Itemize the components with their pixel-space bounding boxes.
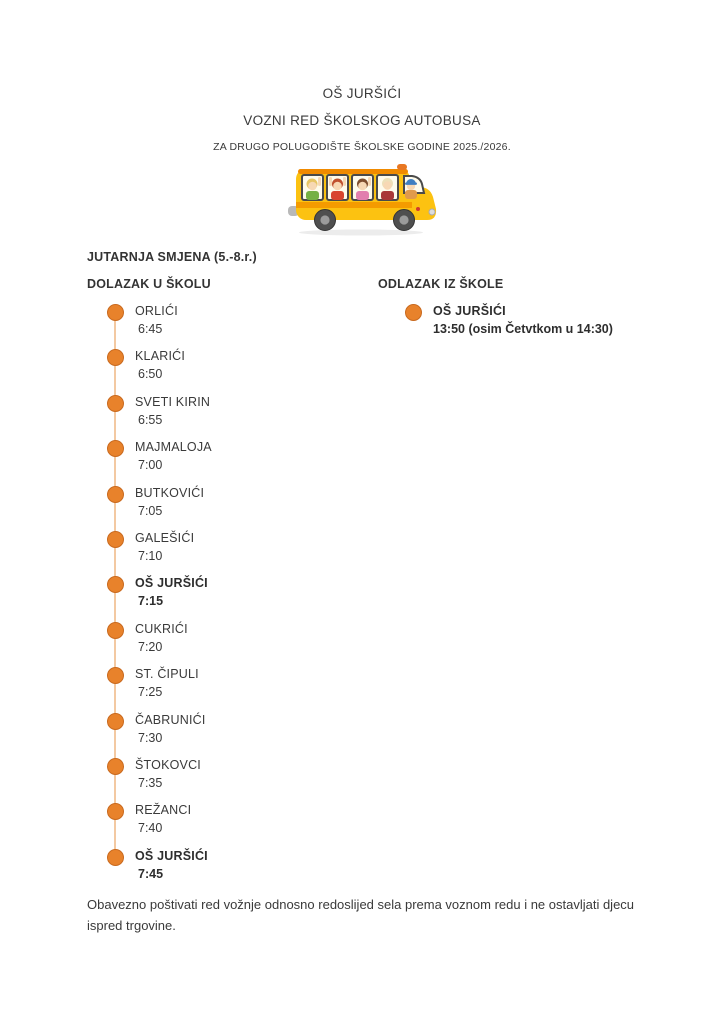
bus-roof-beacon — [397, 164, 407, 170]
bus-side-light — [416, 207, 420, 211]
stop-time: 7:15 — [138, 594, 164, 609]
school-bus-icon — [287, 157, 437, 237]
timeline-stop — [87, 848, 367, 893]
bus-stop-dot — [107, 531, 124, 548]
timeline-stop — [87, 394, 367, 439]
stop-time: 6:55 — [138, 412, 163, 427]
bus-stop-dot — [107, 440, 124, 457]
stop-time: 7:40 — [138, 821, 163, 836]
bus-stop-dot — [107, 395, 124, 412]
stop-name: BUTKOVIĆI — [135, 485, 205, 500]
footer-note: Obavezno poštivati red vožnje odnosno redoslijed sela prema voznom redu i ne ostavljati djecu ispred trgovine. — [87, 897, 635, 933]
timeline-stop — [87, 348, 367, 393]
arrival-timeline — [87, 303, 367, 895]
timeline-stop — [87, 575, 367, 620]
bus-wheel — [315, 210, 336, 231]
stop-time: 7:30 — [138, 730, 163, 745]
timeline-stop — [87, 802, 367, 847]
stop-name: OŠ JURŠIĆI — [135, 576, 208, 591]
document-subtitle: VOZNI RED ŠKOLSKOG AUTOBUSA — [243, 113, 481, 128]
timeline-stop — [87, 757, 367, 802]
timeline-stop — [87, 439, 367, 484]
bus-stop-dot — [107, 667, 124, 684]
stop-time: 7:05 — [138, 503, 163, 518]
shift-heading: JUTARNJA SMJENA (5.-8.r.) — [87, 250, 257, 264]
document-term-line: ZA DRUGO POLUGODIŠTE ŠKOLSKE GODINE 2025./2026. — [213, 141, 511, 153]
stop-time: 7:10 — [138, 549, 163, 564]
timeline-stop — [87, 303, 367, 348]
departure-timeline — [385, 303, 705, 348]
bus-stop-dot — [107, 486, 124, 503]
timeline-stop — [87, 712, 367, 757]
bus-stop-dot — [107, 622, 124, 639]
departure-heading: ODLAZAK IZ ŠKOLE — [378, 277, 504, 291]
bus-stop-dot — [107, 713, 124, 730]
timeline-stop — [87, 485, 367, 530]
bus-stop-dot — [107, 304, 124, 321]
stop-name: CUKRIĆI — [135, 621, 188, 636]
bus-stop-dot — [107, 849, 124, 866]
stop-time: 7:35 — [138, 776, 163, 791]
stop-name: REŽANCI — [135, 803, 192, 818]
stop-time: 7:25 — [138, 685, 163, 700]
timeline-stop — [87, 530, 367, 575]
bus-stop-dot — [107, 576, 124, 593]
stop-name: ST. ČIPULI — [135, 667, 199, 682]
bus-wheel — [394, 210, 415, 231]
bus-roof-stripe — [298, 169, 408, 174]
arrival-heading: DOLAZAK U ŠKOLU — [87, 277, 211, 291]
stop-time: 7:45 — [138, 866, 164, 881]
stop-name: SVETI KIRIN — [135, 394, 211, 409]
document-title: OŠ JURŠIĆI — [322, 86, 402, 101]
timeline-stop — [87, 666, 367, 711]
bus-stop-dot — [107, 349, 124, 366]
bus-headlight — [429, 209, 435, 215]
stop-name: ORLIĆI — [135, 304, 178, 318]
bus-stop-dot — [107, 803, 124, 820]
stop-time: 13:50 (osim Četvtkom u 14:30) — [433, 322, 613, 336]
stop-name: ČABRUNIĆI — [135, 712, 206, 727]
stop-time: 6:50 — [138, 367, 163, 382]
stop-time: 7:00 — [138, 458, 163, 473]
stop-name: ŠTOKOVCI — [135, 758, 201, 773]
stop-time: 6:45 — [138, 322, 163, 336]
stop-name: OŠ JURŠIĆI — [433, 304, 506, 318]
stop-time: 7:20 — [138, 639, 163, 654]
bus-stop-dot — [107, 758, 124, 775]
timeline-stop — [87, 621, 367, 666]
stop-name: GALEŠIĆI — [135, 531, 195, 546]
stop-name: MAJMALOJA — [135, 440, 212, 455]
bus-side-stripe — [296, 202, 412, 208]
stop-name: KLARIĆI — [135, 349, 186, 364]
bus-stop-dot — [405, 304, 422, 321]
stop-name: OŠ JURŠIĆI — [135, 848, 208, 863]
timeline-stop — [385, 303, 705, 348]
school-bus-illustration — [287, 157, 437, 237]
